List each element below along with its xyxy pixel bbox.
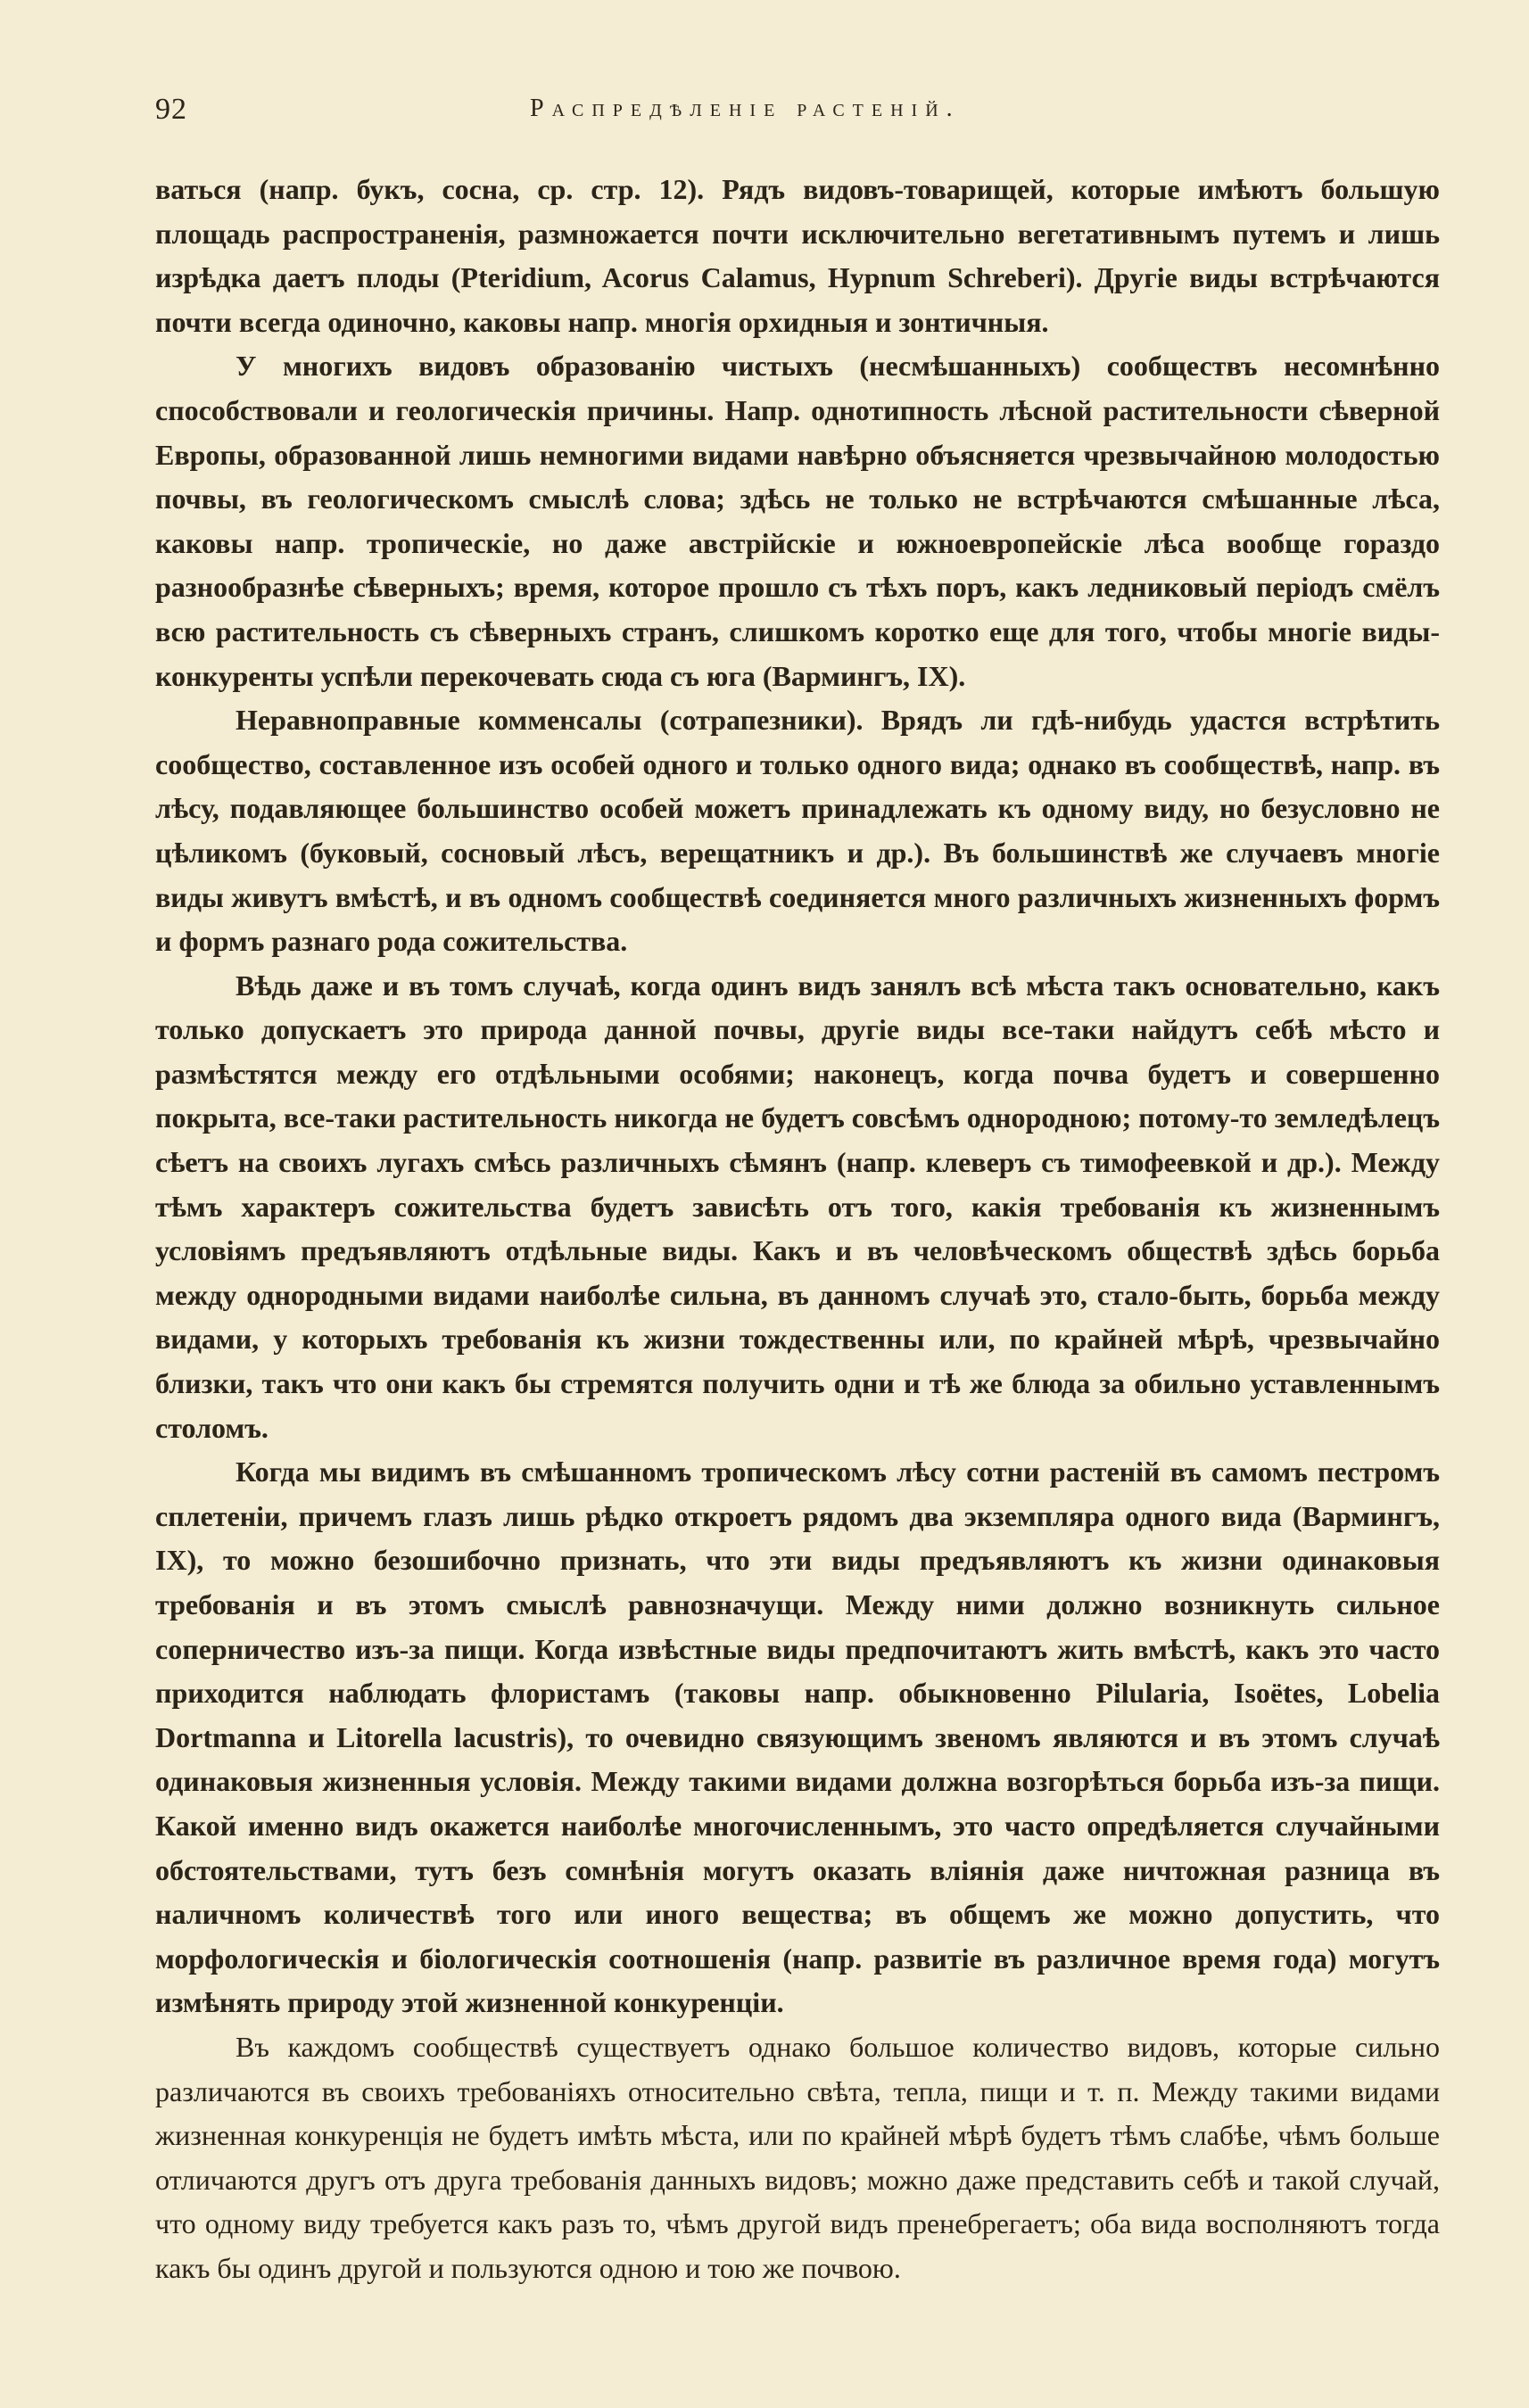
paragraph-2: У многихъ видовъ образованію чистыхъ (несмѣшанныхъ) сообществъ несомнѣнно способствовали и геологическія причины. Напр. однотипность лѣсной растительности сѣверной Европы, образованной лишь немногими видами навѣрно объясняется чрезвычайною молодостью почвы, въ геологическомъ смыслѣ слова; здѣсь не только не встрѣчаются смѣшанные лѣса, каковы напр. тропическіе, но даже австрійскіе и южноевропейскіе лѣса вообще гораздо разнообразнѣе сѣверныхъ; время, которое прошло съ тѣхъ поръ, какъ ледниковый періодъ смёлъ всю растительность съ сѣверныхъ странъ, слишкомъ коротко еще для того, чтобы многіе виды-конкуренты успѣли перекочевать сюда съ юга (Вармингъ, IX). [155,350,1440,692]
paragraph-6: Въ каждомъ сообществѣ существуетъ однако большое количество видовъ, которые сильно различаются въ своихъ требованіяхъ относительно свѣта, тепла, пищи и т. п. Между такими видами жизненная конкуренція не будетъ имѣть мѣста, или по крайней мѣрѣ будетъ тѣмъ слабѣе, чѣмъ больше отличаются другъ отъ друга требованія данныхъ видовъ; можно даже представить себѣ и такой случай, что одному виду требуется какъ разъ то, чѣмъ другой видъ пренебрегаетъ; оба вида восполняютъ тогда какъ бы одинъ другой и пользуются одною и тою же почвою. [155,2030,1440,2284]
paragraph-4: Вѣдь даже и въ томъ случаѣ, когда одинъ видъ занялъ всѣ мѣста такъ основательно, какъ только допускаетъ это природа данной почвы, другіе виды все-таки найдутъ себѣ мѣсто и размѣстятся между его отдѣльными особями; наконецъ, когда почва будетъ и совершенно покрыта, все-таки растительность никогда не будетъ совсѣмъ однородною; потому-то земледѣлецъ сѣетъ на своихъ лугахъ смѣсь различныхъ сѣмянъ (напр. клеверъ съ тимофеевкой и др.). Между тѣмъ характеръ сожительства будетъ зависѣть отъ того, какія требованія къ жизненнымъ условіямъ предъявляютъ отдѣльные виды. Какъ и въ человѣческомъ обществѣ здѣсь борьба между однородными видами наиболѣе сильна, въ данномъ случаѣ это, стало-быть, борьба между видами, у которыхъ требованія къ жизни тождественны или, по крайней мѣрѣ, чрезвычайно близки, такъ что они какъ бы стремятся получить одни и тѣ же блюда за обильно уставленнымъ столомъ. [155,969,1440,1444]
page-number: 92 [155,93,187,126]
running-title: Распредѣленіе растеній. [530,95,961,122]
paragraph-1: ваться (напр. букъ, сосна, ср. стр. 12). Рядъ видовъ-товарищей, которые имѣютъ большую площадь распространенія, размножается почти исключительно вегетативнымъ путемъ и лишь изрѣдка даетъ плоды (Pteridium, Acorus Calamus, Hypnum Schreberi). Другіе виды встрѣчаются почти всегда одиночно, каковы напр. многія орхидныя и зонтичныя. [155,173,1440,338]
paragraph-3: Неравноправные коммeнсалы (сотрапезники). Врядъ ли гдѣ-нибудь удастся встрѣтить сообщество, составленное изъ особей одного и только одного вида; однако въ сообществѣ, напр. въ лѣсу, подавляющее большинство особей можетъ принадлежать къ одному виду, но безусловно не цѣликомъ (буковый, сосновый лѣсъ, верещатникъ и др.). Въ большинствѣ же случаевъ многіе виды живутъ вмѣстѣ, и въ одномъ сообществѣ соединяется много различныхъ жизненныхъ формъ и формъ разнаго рода сожительства. [155,704,1440,958]
page-header [155,93,1440,137]
paragraph-5: Когда мы видимъ въ смѣшанномъ тропическомъ лѣсу сотни растеній въ самомъ пестромъ сплетеніи, причемъ глазъ лишь рѣдко откроетъ рядомъ два экземпляра одного вида (Вармингъ, IX), то можно безошибочно признать, что эти виды предъявляютъ къ жизни одинаковыя требованія и въ этомъ смыслѣ равнозначущи. Между ними должно возникнуть сильное соперничество изъ-за пищи. Когда извѣстные виды предпочитаютъ жить вмѣстѣ, какъ это часто приходится наблюдать флористамъ (таковы напр. обыкновенно Pilularia, Isoëtes, Lobelia Dortmanna и Litorella lacustris), то очевидно связующимъ звеномъ являются и въ этомъ случаѣ одинаковыя жизненныя условія. Между такими видами должна возгорѣться борьба изъ-за пищи. Какой именно видъ окажется наиболѣе многочисленнымъ, это часто опредѣляется случайными обстоятельствами, тутъ безъ сомнѣнія могутъ оказать вліянія даже ничтожная разница въ наличномъ количествѣ того или иного вещества; въ общемъ же можно допустить, что морфологическія и біологическія соотношенія (напр. развитіе въ различное время года) могутъ измѣнять природу этой жизненной конкуренціи. [155,1456,1440,2019]
body-text [155,168,1440,2291]
